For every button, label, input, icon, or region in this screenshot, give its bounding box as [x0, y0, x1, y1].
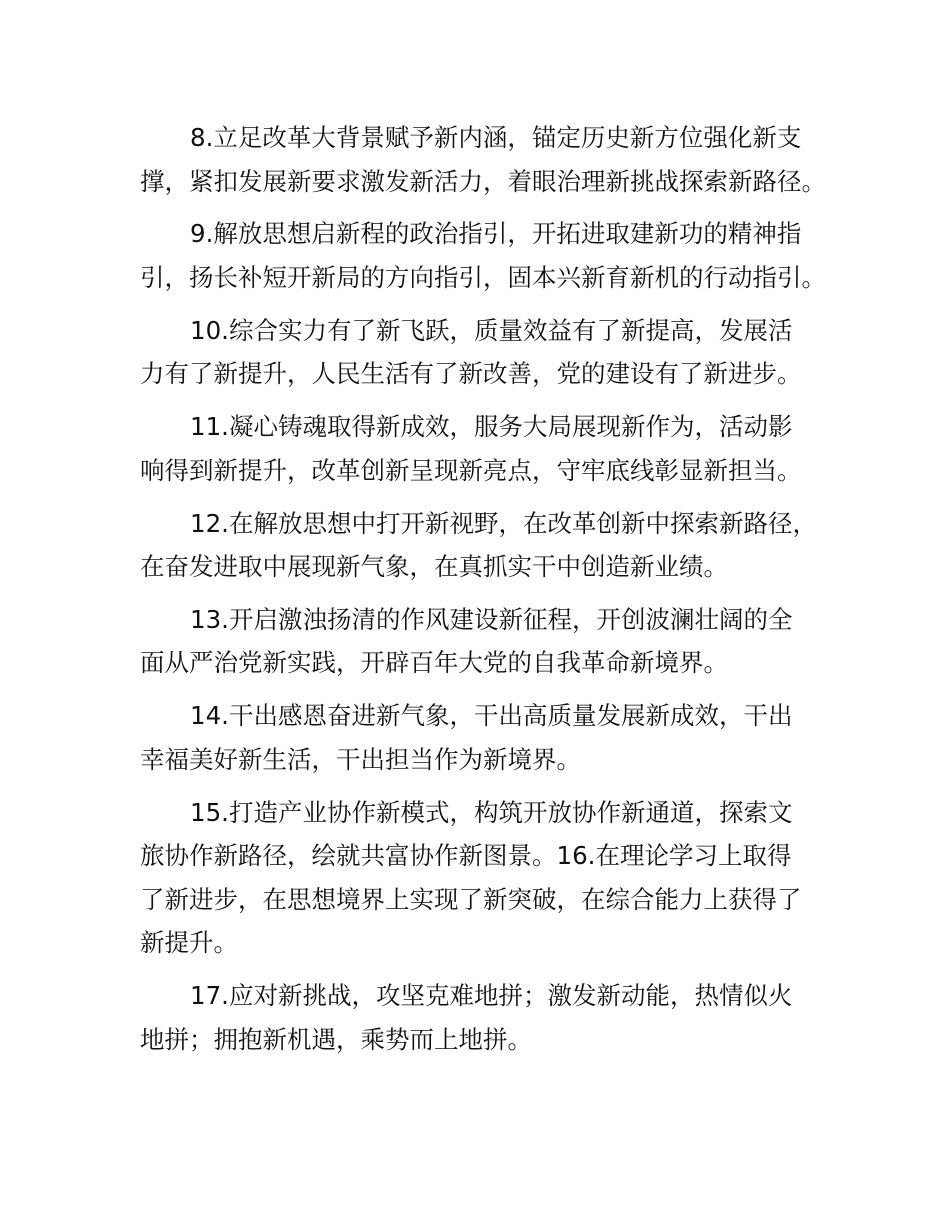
text-line: 力有了新提升，人民生活有了新改善，党的建设有了新进步。 [140, 359, 802, 389]
text-line: 响得到新提升，改革创新呈现新亮点，守牢底线彰显新担当。 [140, 455, 802, 485]
text-line: 17.应对新挑战，攻坚克难地拼；激发新动能，热情似火 [190, 981, 793, 1011]
text-line: 地拼；拥抱新机遇，乘势而上地拼。 [140, 1024, 532, 1054]
paragraph [140, 694, 840, 781]
paragraph [140, 212, 840, 299]
text-line: 了新进步，在思想境界上实现了新突破，在综合能力上获得了 [140, 884, 802, 914]
text-line: 撑，紧扣发展新要求激发新活力，着眼治理新挑战探索新路径。 [140, 166, 826, 196]
text-line: 幸福美好新生活，干出担当作为新境界。 [140, 744, 581, 774]
text-line: 13.开启激浊扬清的作风建设新征程，开创波澜壮阔的全 [190, 604, 793, 634]
text-line: 旅协作新路径，绘就共富协作新图景。16.在理论学习上取得 [140, 841, 792, 871]
paragraph [140, 791, 840, 965]
text-line: 在奋发进取中展现新气象，在真抓实干中创造新业绩。 [140, 552, 728, 582]
paragraph [140, 974, 840, 1061]
text-line: 11.凝心铸魂取得新成效，服务大局展现新作为，活动影 [190, 412, 793, 442]
text-line: 8.立足改革大背景赋予新内涵，锚定历史新方位强化新支 [190, 123, 802, 152]
text-line: 12.在解放思想中打开新视野，在改革创新中探索新路径， [190, 508, 817, 538]
text-line: 14.干出感恩奋进新气象，干出高质量发展新成效，干出 [190, 701, 793, 731]
paragraph [140, 116, 840, 203]
text-line: 面从严治党新实践，开辟百年大党的自我革命新境界。 [140, 648, 728, 678]
text-line: 新提升。 [140, 928, 238, 958]
paragraph [140, 502, 840, 589]
text-line: 15.打造产业协作新模式，构筑开放协作新通道，探索文 [190, 797, 793, 827]
paragraph [140, 405, 840, 492]
document-body [140, 116, 840, 1071]
text-line: 9.解放思想启新程的政治指引，开拓进取建新功的精神指 [190, 219, 802, 249]
text-line: 引，扬长补短开新局的方向指引，固本兴新育新机的行动指引。 [140, 262, 826, 292]
paragraph [140, 598, 840, 685]
text-line: 10.综合实力有了新飞跃，质量效益有了新提高，发展活 [190, 315, 793, 345]
paragraph [140, 309, 840, 396]
